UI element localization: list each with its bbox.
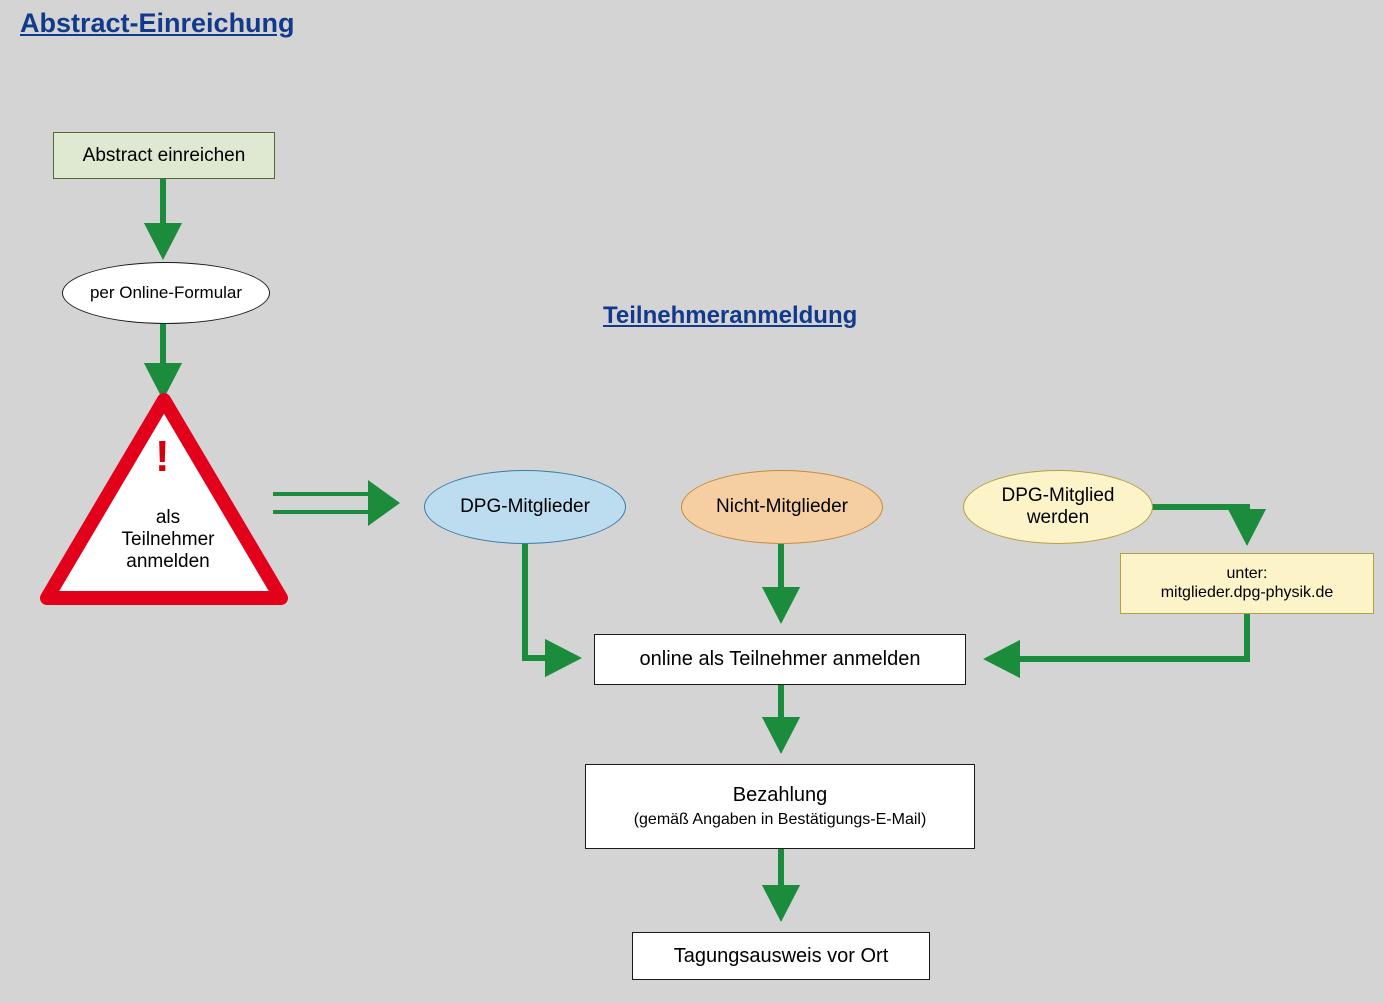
arrow-link-to-register xyxy=(995,614,1247,659)
node-register-as-participant xyxy=(95,495,241,585)
node-dpg-members xyxy=(424,470,626,544)
node-dpg-members-label: DPG-Mitglieder xyxy=(460,496,590,518)
node-warning-line2: Teilnehmer xyxy=(121,529,215,551)
arrow-warning-to-branches xyxy=(273,480,400,526)
node-online-form-label: per Online-Formular xyxy=(89,283,243,303)
arrow-become-to-link xyxy=(1150,507,1247,534)
node-become-member xyxy=(963,470,1153,544)
node-register-online xyxy=(594,634,966,685)
node-submit-abstract xyxy=(53,132,275,179)
node-submit-abstract-label: Abstract einreichen xyxy=(82,144,246,166)
node-become-member-line1: DPG-Mitglied xyxy=(1001,485,1115,507)
node-become-member-line2: werden xyxy=(1026,507,1090,528)
exclamation-icon: ! xyxy=(155,432,170,481)
node-non-members-label: Nicht-Mitglieder xyxy=(716,496,848,518)
node-non-members xyxy=(681,470,883,544)
node-payment-note: (gemäß Angaben in Bestätigungs-E-Mail) xyxy=(633,810,927,828)
node-online-form xyxy=(62,262,270,324)
node-membership-link-url: mitglieder.dpg-physik.de xyxy=(1160,583,1334,601)
node-payment-title: Bezahlung xyxy=(732,783,828,806)
node-membership-link xyxy=(1120,553,1374,614)
section-title-registration: Teilnehmeranmeldung xyxy=(603,302,858,329)
arrow-dpg-to-register xyxy=(525,544,570,658)
node-conference-badge-label: Tagungsausweis vor Ort xyxy=(673,944,889,967)
node-warning-line1: als xyxy=(155,507,181,529)
node-payment xyxy=(585,764,975,849)
node-register-online-label: online als Teilnehmer anmelden xyxy=(639,648,921,670)
page-title: Abstract-Einreichung xyxy=(20,8,295,38)
node-conference-badge xyxy=(632,932,930,980)
node-membership-link-label: unter: xyxy=(1226,565,1268,583)
node-warning-line3: anmelden xyxy=(126,550,210,572)
